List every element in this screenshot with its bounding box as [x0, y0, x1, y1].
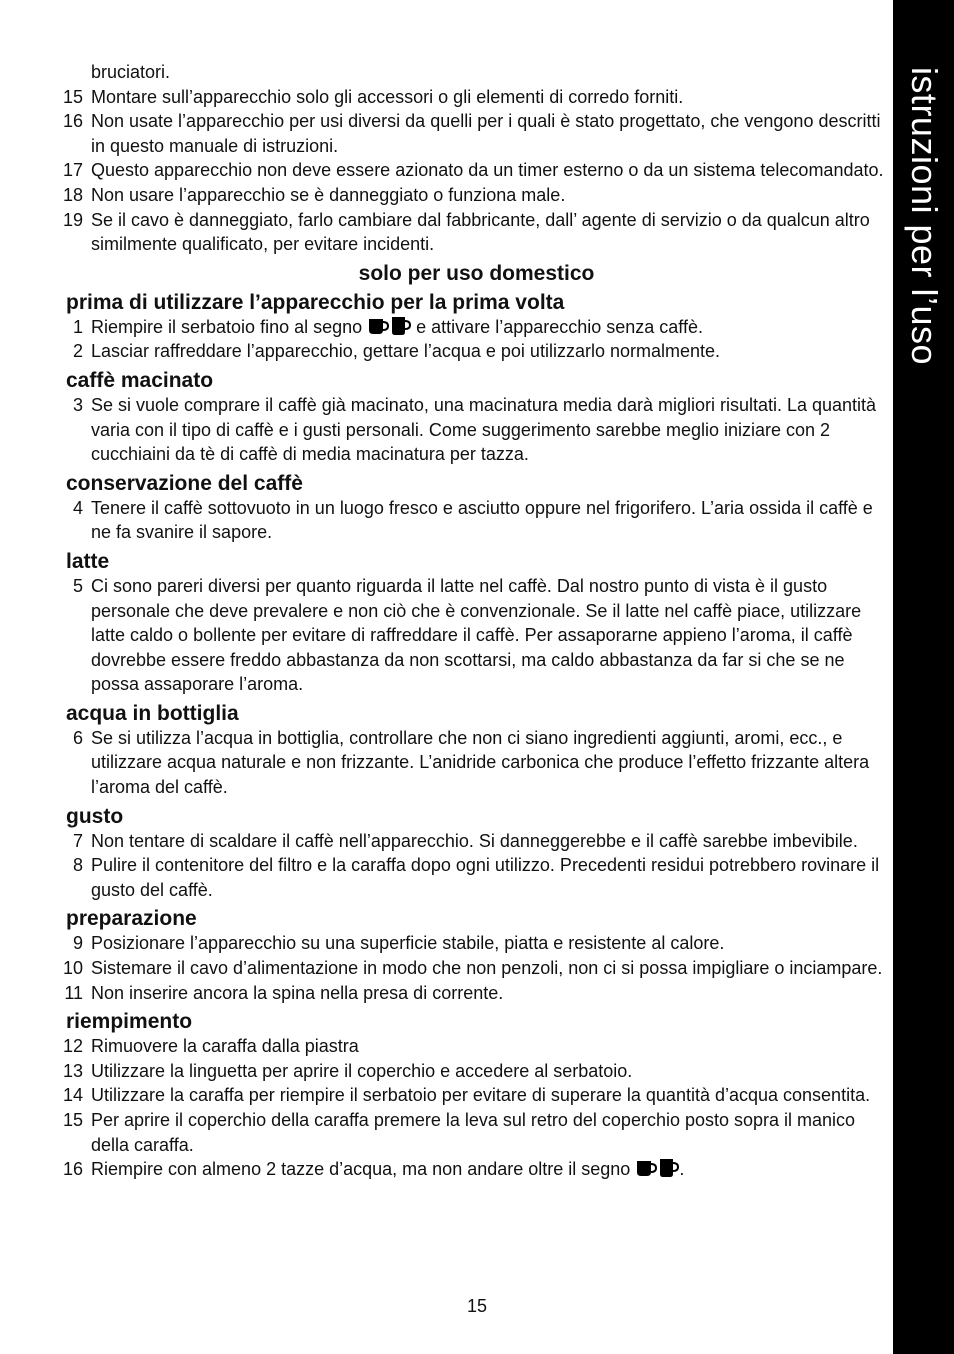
list-item: 7 Non tentare di scaldare il caffè nell’apparecchio. Si danneggerebbe e il caffè sarebbe imbevibile.: [72, 830, 858, 851]
list-item: 19 Se il cavo è danneggiato, farlo cambiare dal fabbricante, dall’ agente di servizio o da qualcun altro similmente qualificato, per evitare incidenti.: [62, 209, 870, 255]
list-item: 10 Sistemare il cavo d’alimentazione in modo che non penzoli, non ci si possa impigliare o inciampare.: [62, 958, 883, 979]
section-heading: conservazione del caffè: [66, 471, 303, 495]
list-item: 16 Non usate l’apparecchio per usi diversi da quelli per i quali è stato progettato, che vengono descritti in questo manuale di istruzioni.: [62, 111, 881, 156]
section-heading: riempimento: [66, 1010, 193, 1034]
list-item: 13 Utilizzare la linguetta per aprire il coperchio e accedere al serbatoio.: [62, 1060, 633, 1081]
section-heading: latte: [66, 549, 110, 573]
section-heading: acqua in bottiglia: [66, 701, 239, 725]
list-item: 5 Ci sono pareri diversi per quanto riguarda il latte nel caffè. Dal nostro punto di vista è il gusto personale che deve prevalere e non ciò che è convenzionale. Se il latte nel caffè piace, utilizzare latte caldo o bollente per evitare di raffreddare il caffè. Per assaporarne appieno l’aroma, il caffè dovrebbe essere freddo abbastanza da non scottarsi, ma caldo abbastanza da far si che se ne possa assaporare l’aroma.: [72, 575, 862, 695]
list-item: 15 Montare sull’apparecchio solo gli accessori o gli elementi di corredo forniti.: [62, 86, 684, 107]
list-item: 6 Se si utilizza l’acqua in bottiglia, controllare che non ci siano ingredienti aggiunti, aromi, ecc., e utilizzare acqua naturale e non frizzante. L’anidride carbonica che produce l’effetto frizzante altera l’aroma del caffè.: [72, 727, 870, 798]
list-item: 11 Non inserire ancora la spina nella presa di corrente.: [64, 982, 504, 1003]
sidebar-tab: [893, 0, 954, 1354]
list-item: 17 Questo apparecchio non deve essere azionato da un timer esterno o da un sistema telecomandato.: [62, 160, 884, 181]
list-item: 9 Posizionare l’apparecchio su una superficie stabile, piatta e resistente al calore.: [72, 933, 725, 954]
list-item: 3 Se si vuole comprare il caffè già macinato, una macinatura media darà migliori risultati. La quantità varia con il tipo di caffè e i gusti personali. Come suggerimento sarebbe meglio iniziare con 2 cucchiaini da tè di caffè di media macinatura per tazza.: [72, 394, 877, 465]
list-item: 4 Tenere il caffè sottovuoto in un luogo fresco e asciutto oppure nel frigorifero. L’aria ossida il caffè e ne fa svanire il sapore.: [72, 497, 873, 543]
list-item: 18 Non usare l’apparecchio se è danneggiato o funziona male.: [62, 184, 566, 205]
cup-fill-mark-icon: [635, 1158, 679, 1178]
sidebar-title: istruzioni per l’uso: [903, 66, 945, 366]
list-item: 2 Lasciar raffreddare l’apparecchio, gettare l’acqua e poi utilizzarlo normalmente.: [72, 341, 721, 362]
list-item: 15 Per aprire il coperchio della caraffa premere la leva sul retro del coperchio posto sopra il manico della caraffa.: [62, 1110, 856, 1155]
cup-fill-mark-icon: [367, 316, 411, 336]
list-item: 16 Riempire con almeno 2 tazze d’acqua, ma non andare oltre il segno .: [62, 1159, 685, 1180]
domestic-use-heading: solo per uso domestico: [358, 261, 595, 285]
section-heading: preparazione: [66, 907, 197, 931]
list-item: 12 Rimuovere la caraffa dalla piastra: [62, 1036, 359, 1057]
list-item: bruciatori.: [91, 62, 171, 82]
section-heading: gusto: [66, 804, 124, 828]
section-heading: prima di utilizzare l’apparecchio per la prima volta: [66, 290, 565, 314]
list-item: 1 Riempire il serbatoio fino al segno e attivare l’apparecchio senza caffè.: [72, 316, 703, 337]
section-heading: caffè macinato: [66, 368, 214, 392]
page-number: 15: [466, 1296, 488, 1316]
list-item: 14 Utilizzare la caraffa per riempire il serbatoio per evitare di superare la quantità d’acqua consentita.: [62, 1085, 871, 1106]
manual-content: [0, 60, 893, 1182]
list-item: 8 Pulire il contenitore del filtro e la caraffa dopo ogni utilizzo. Precedenti residui potrebbero rovinare il gusto del caffè.: [72, 855, 880, 900]
